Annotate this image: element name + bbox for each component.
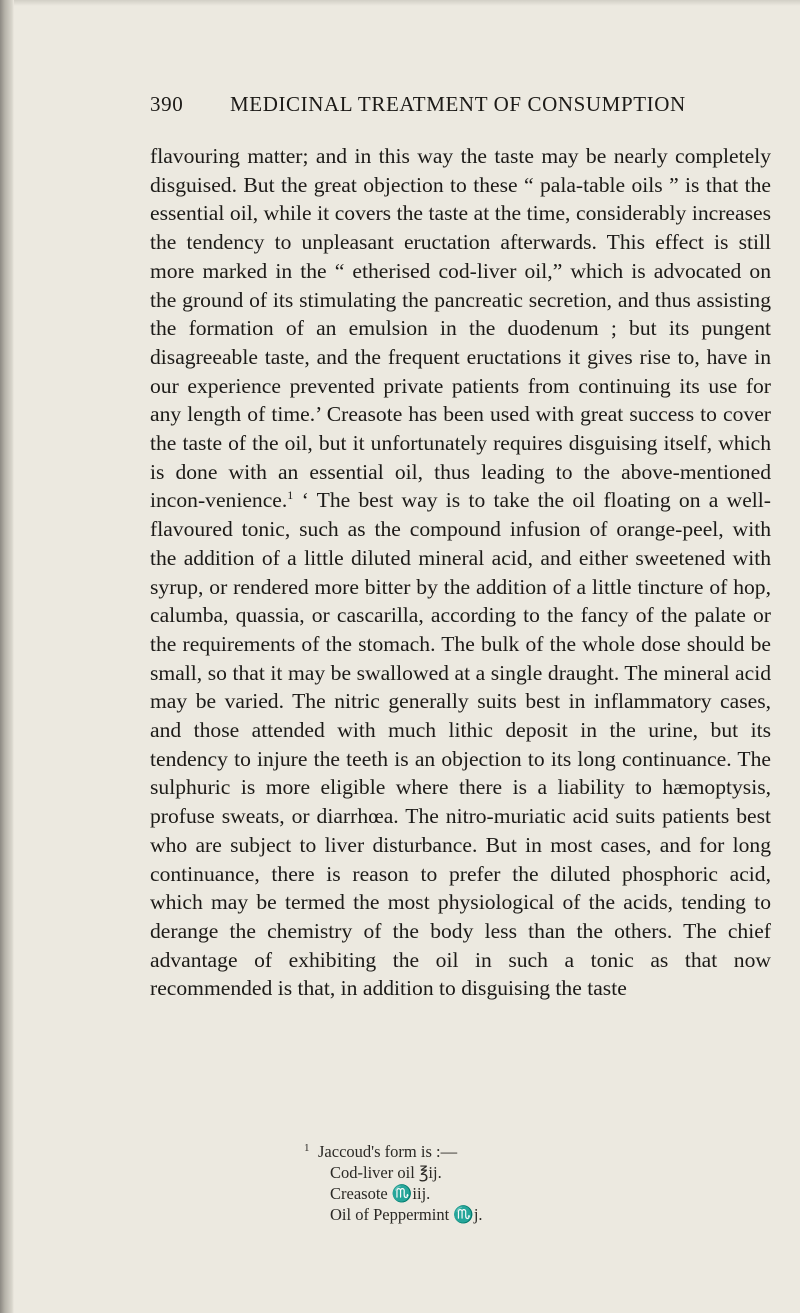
footnote-recipe-line: Cod-liver oil ℥ij. [330, 1163, 442, 1182]
page-top-edge [14, 0, 800, 6]
footnote-intro-line [304, 1141, 678, 1162]
footnote-recipe-line: Oil of Peppermint ♏j. [330, 1205, 483, 1224]
page-number: 390 [150, 92, 184, 116]
body-text-part-2: ‘ The best way is to take the oil floating on a well-flavoured tonic, such as the compound infusion of orange-peel, with the addition of a little diluted mineral acid, and either sweetened with syrup, or rendered more bitter by the addition of a little tincture of hop, calumba, quassia, or cascarilla, according to the fancy of the palate or the requirements of the stomach. The bulk of the whole dose should be small, so that it may be swallowed at a single draught. The mineral acid may be varied. The nitric generally suits best in inflammatory cases, and those attended with much lithic deposit in the urine, but its tendency to injure the teeth is an objection to its long continuance. The sulphuric is more eligible where there is a liability to hæmoptysis, profuse sweats, or diarrhœa. The nitro-muriatic acid suits patients best who are subject to liver disturbance. But in most cases, and for long continuance, there is reason to prefer the diluted phosphoric acid, which may be termed the most physiological of the acids, tending to derange the chemistry of the body less than the others. The chief advantage of exhibiting the oil in such a tonic as that now recommended is that, in addition to disguising the taste [150, 488, 771, 1001]
running-head: MEDICINAL TREATMENT OF CONSUMPTION [230, 92, 686, 116]
footnote-marker: 1 [304, 1142, 310, 1154]
body-text-part-1: flavouring matter; and in this way the taste may be nearly completely disguised. But the great objection to these “ pala-table oils ” is that the essential oil, while it covers the taste at the time, considerably increases the tendency to unpleasant eructation afterwards. This effect is still more marked in the “ etherised cod-liver oil,” which is advocated on the ground of its stimulating the pancreatic secretion, and thus assisting the formation of an emulsion in the duodenum ; but its pungent disagreeable taste, and the frequent eructations it gives rise to, have in our experience prevented private patients from continuing its use for any length of time.’ Creasote has been used with great success to cover the taste of the oil, but it unfortunately requires disguising itself, which is done with an essential oil, thus leading to the above-mentioned incon-venience. [150, 144, 771, 513]
footnote [304, 1141, 678, 1225]
page-header [150, 92, 770, 122]
body-paragraph [150, 142, 771, 1082]
footnote-recipe-line: Creasote ♏iij. [330, 1184, 431, 1203]
footnote-reference: 1 [287, 488, 294, 503]
binding-shadow [0, 0, 14, 1313]
footnote-intro: Jaccoud's form is :— [318, 1142, 458, 1161]
